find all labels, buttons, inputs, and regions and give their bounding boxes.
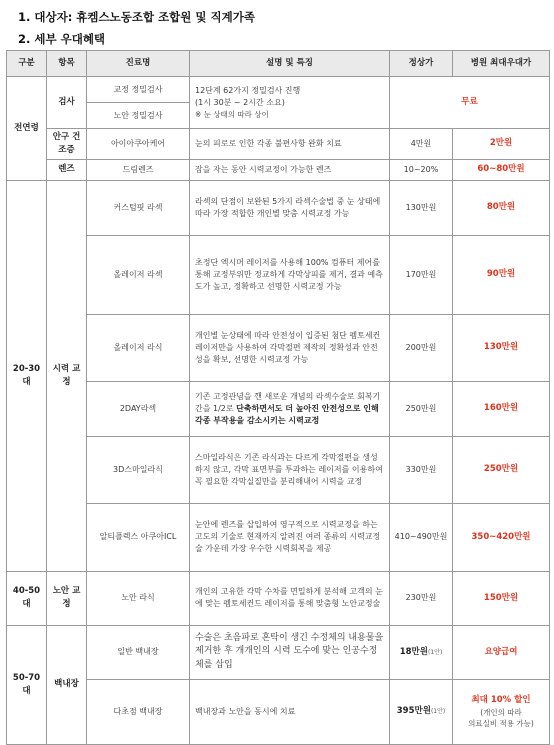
treatment-description: 눈안에 렌즈를 삽입하여 영구적으로 시력교정을 하는 고도의 기술로 현재까지 알려진 여러 종류의 시력교정술 가운데 가장 우수한 시력회복을 제공 — [190, 503, 390, 571]
benefit-discount: 최대 10% 할인 — [471, 694, 531, 705]
item-exam: 검사 — [47, 77, 87, 129]
table-row — [7, 571, 550, 625]
best-price: 350~420만원 — [453, 503, 550, 571]
treatment-name: 노안 정밀검사 — [87, 103, 190, 129]
exam-desc-line: 12단계 62가지 정밀검사 진행 — [195, 85, 301, 95]
treatment-name: 올레이저 라식 — [87, 314, 190, 381]
regular-price: 130만원 — [390, 180, 453, 235]
regular-price: 230만원 — [390, 571, 453, 625]
item-cataract: 백내장 — [47, 625, 87, 744]
treatment-description: 수술은 초음파로 혼탁이 생긴 수정체의 내용물을 제거한 후 개개인의 시력 도수에 맞는 인공수정체를 삽입 — [190, 625, 390, 679]
regular-price: 410~490만원 — [390, 503, 453, 571]
exam-desc-note: ※ 눈 상태의 따라 상이 — [195, 109, 269, 119]
table-row — [7, 129, 550, 160]
exam-benefit: 무료 — [390, 77, 550, 129]
item-dry-eye: 안구 건조증 — [47, 129, 87, 160]
desc-emphasis: 단축하면서도 더 높아진 안전성으로 인해 각종 부작용을 감소시키는 시력교정 — [195, 403, 379, 425]
treatment-name: 3D스마일라식 — [87, 436, 190, 503]
heading-benefits: 2. 세부 우대혜택 — [18, 32, 106, 46]
group-40-50: 40-50 대 — [7, 571, 47, 625]
benefits-table — [6, 50, 550, 745]
regular-price: 250만원 — [390, 381, 453, 436]
treatment-name: 올레이저 라섹 — [87, 235, 190, 314]
table-row — [7, 381, 550, 436]
table-header-row — [7, 51, 550, 77]
regular-price — [390, 625, 453, 679]
treatment-name: 알티플렉스 아쿠아ICL — [87, 503, 190, 571]
treatment-description: 개인의 고유한 각막 수차를 면밀하게 분석해 고객의 눈에 맞는 펨토세컨드 레이저를 통해 맞춤형 노안교정술 — [190, 571, 390, 625]
header-category: 구분 — [7, 51, 47, 77]
treatment-name: 다초점 백내장 — [87, 679, 190, 744]
header-item: 항목 — [47, 51, 87, 77]
treatment-name: 2DAY라섹 — [87, 381, 190, 436]
group-all-age: 전연령 — [7, 77, 47, 181]
regular-price: 200만원 — [390, 314, 453, 381]
header-regular-price: 정상가 — [390, 51, 453, 77]
treatment-name: 드림렌즈 — [87, 159, 190, 180]
treatment-name: 커스텀핏 라섹 — [87, 180, 190, 235]
best-price: 250만원 — [453, 436, 550, 503]
treatment-description: 개인별 눈상태에 따라 안전성이 입증된 첨단 펨토세컨레이저만을 사용하여 각막절편 제작의 정확성과 안전성을 확보, 선명한 시력교정 가능 — [190, 314, 390, 381]
header-treatment: 진료명 — [87, 51, 190, 77]
treatment-description: 초정단 엑시머 레이저를 사용해 100% 컴퓨터 제어를 통해 교정부위만 정교하게 각막상피를 제거, 결과 예측도가 높고, 정확하고 선명한 시력교정 가능 — [190, 235, 390, 314]
price-value: 395만원 — [396, 706, 431, 717]
regular-price — [390, 679, 453, 744]
best-price: 80만원 — [453, 180, 550, 235]
price-unit: (1안) — [430, 708, 446, 716]
regular-price: 10~20% — [390, 159, 453, 180]
treatment-description: 잠을 자는 동안 시력교정이 가능한 렌즈 — [190, 159, 390, 180]
table-row — [7, 436, 550, 503]
treatment-description: 스마일라식은 기존 라식과는 다르게 각막절편을 생성하지 않고, 각막 표면부를 투과하는 레이저를 이용하여 꼭 필요한 각막실질만을 분리해내어 시력을 교정 — [190, 436, 390, 503]
header-best-price: 병원 최대우대가 — [453, 51, 550, 77]
treatment-name: 아이아쿠아케어 — [87, 129, 190, 160]
exam-desc-line: (1시 30분 ~ 2시간 소요) — [195, 97, 285, 107]
table-row — [7, 180, 550, 235]
regular-price: 4만원 — [390, 129, 453, 160]
benefit-note: (개인의 따라 — [480, 707, 522, 717]
item-presbyopia: 노안 교정 — [47, 571, 87, 625]
table-row — [7, 235, 550, 314]
price-unit: (1안) — [427, 648, 443, 656]
benefit-note: 의료실비 적용 가능) — [468, 718, 534, 728]
regular-price: 170만원 — [390, 235, 453, 314]
exam-description — [190, 77, 390, 129]
item-vision-correction: 시력 교정 — [47, 180, 87, 571]
best-price: 60~80만원 — [453, 159, 550, 180]
treatment-description — [190, 381, 390, 436]
group-50-70: 50-70 대 — [7, 625, 47, 744]
treatment-name: 일반 백내장 — [87, 625, 190, 679]
best-price: 90만원 — [453, 235, 550, 314]
price-value: 18만원 — [399, 646, 428, 657]
treatment-description: 눈의 피로로 인한 각종 불편사항 완화 치료 — [190, 129, 390, 160]
treatment-name: 교정 정밀검사 — [87, 77, 190, 103]
table-row — [7, 679, 550, 744]
header-description: 설명 및 특징 — [190, 51, 390, 77]
regular-price: 330만원 — [390, 436, 453, 503]
table-row — [7, 503, 550, 571]
table-row — [7, 625, 550, 679]
best-price: 2만원 — [453, 129, 550, 160]
table-row — [7, 314, 550, 381]
item-lens: 렌즈 — [47, 159, 87, 180]
desc-plain: 기존 고정관념을 깬 새로운 개념의 라섹수술로 회복기간을 1/2로 — [195, 391, 381, 413]
table-row — [7, 77, 550, 103]
best-price — [453, 679, 550, 744]
heading-target: 1. 대상자: 휴켐스노동조합 조합원 및 직계가족 — [18, 10, 255, 24]
treatment-name: 노안 라식 — [87, 571, 190, 625]
table-row — [7, 159, 550, 180]
treatment-description: 라섹의 단점이 보완된 5가지 라섹수술법 중 눈 상태에 따라 가장 적합한 개인별 맞춤 시력교정 가능 — [190, 180, 390, 235]
group-20-30: 20-30 대 — [7, 180, 47, 571]
best-price: 160만원 — [453, 381, 550, 436]
best-price: 150만원 — [453, 571, 550, 625]
best-price: 요양급여 — [453, 625, 550, 679]
treatment-description: 백내장과 노안을 동시에 치료 — [190, 679, 390, 744]
best-price: 130만원 — [453, 314, 550, 381]
